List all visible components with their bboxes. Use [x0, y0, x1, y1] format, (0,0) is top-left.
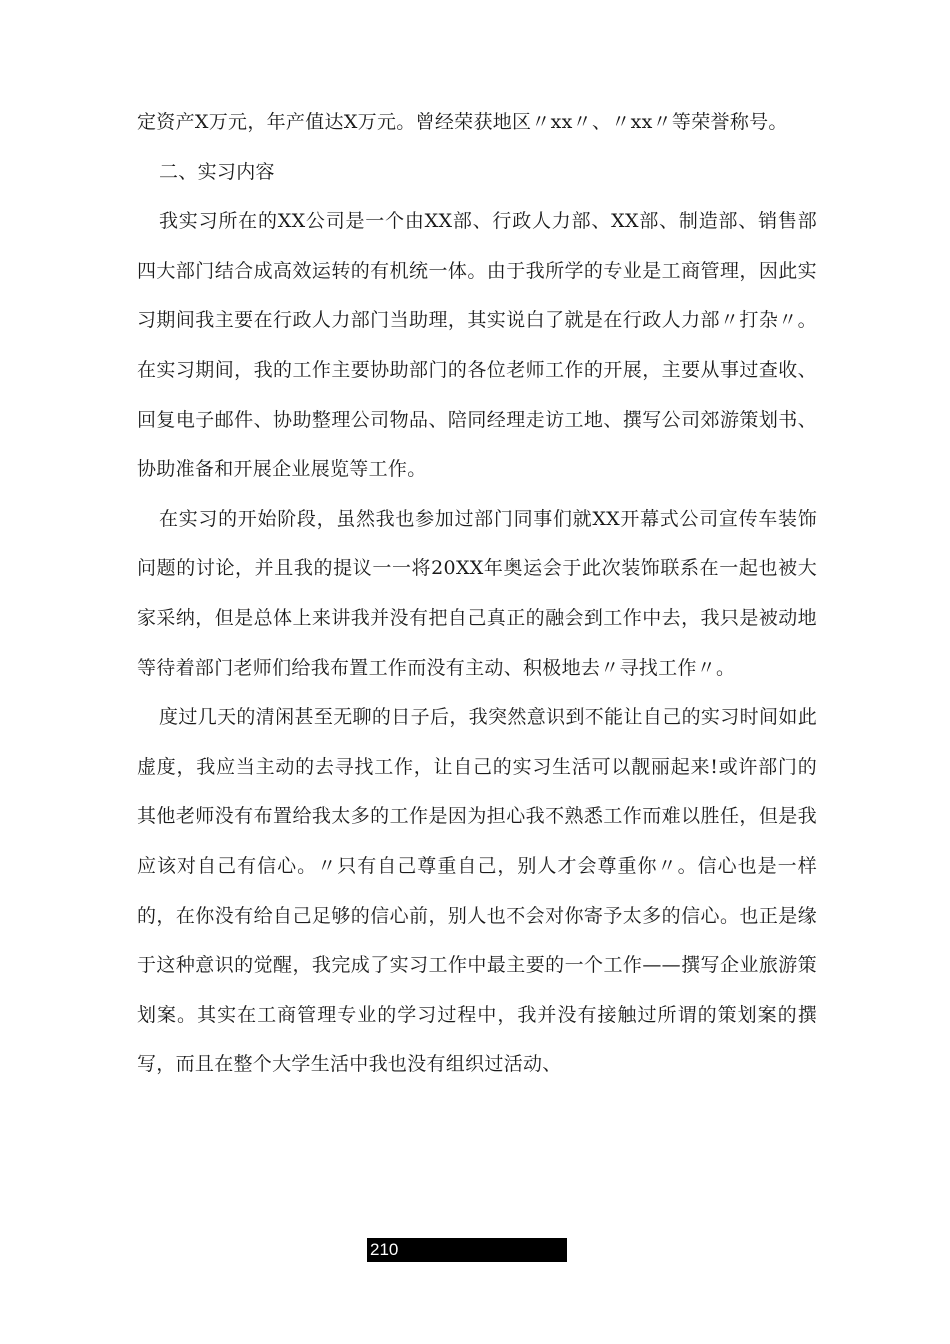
paragraph-continuation: 定资产X万元，年产值达X万元。曾经荣获地区〃xx〃、〃xx〃等荣誉称号。	[137, 111, 788, 133]
paragraph: 在实习的开始阶段，虽然我也参加过部门同事们就XX开幕式公司宣传车装饰问题的讨论，并且我的提议一一将20XX年奥运会于此次装饰联系在一起也被大家采纳，但是总体上来讲我并没有把自己真正的融会到工作中去，我只是被动地等待着部门老师们给我布置工作而没有主动、积极地去〃寻找工作〃。	[137, 507, 817, 679]
section-heading: 二、实习内容	[159, 160, 275, 183]
paragraph: 度过几天的清闲甚至无聊的日子后，我突然意识到不能让自己的实习时间如此虚度，我应当主动的去寻找工作，让自己的实习生活可以靓丽起来!或许部门的其他老师没有布置给我太多的工作是因为担心我不熟悉工作而难以胜任，但是我应该对自己有信心。〃只有自己尊重自己，别人才会尊重你〃。信心也是一样的，在你没有给自己足够的信心前，别人也不会对你寄予太多的信心。也正是缘于这种意识的觉醒，我完成了实习工作中最主要的一个工作——撰写企业旅游策划案。其实在工商管理专业的学习过程中，我并没有接触过所谓的策划案的撰写，而且在整个大学生活中我也没有组织过活动、	[137, 706, 817, 1076]
paragraph: 我实习所在的XX公司是一个由XX部、行政人力部、XX部、制造部、销售部四大部门结合成高效运转的有机统一体。由于我所学的专业是工商管理，因此实习期间我主要在行政人力部门当助理，其实说白了就是在行政人力部〃打杂〃。在实习期间，我的工作主要协助部门的各位老师工作的开展，主要从事过查收、回复电子邮件、协助整理公司物品、陪同经理走访工地、撰写公司郊游策划书、协助准备和开展企业展览等工作。	[137, 210, 817, 481]
page-number: 210	[367, 1238, 567, 1262]
body-text	[137, 98, 817, 1090]
